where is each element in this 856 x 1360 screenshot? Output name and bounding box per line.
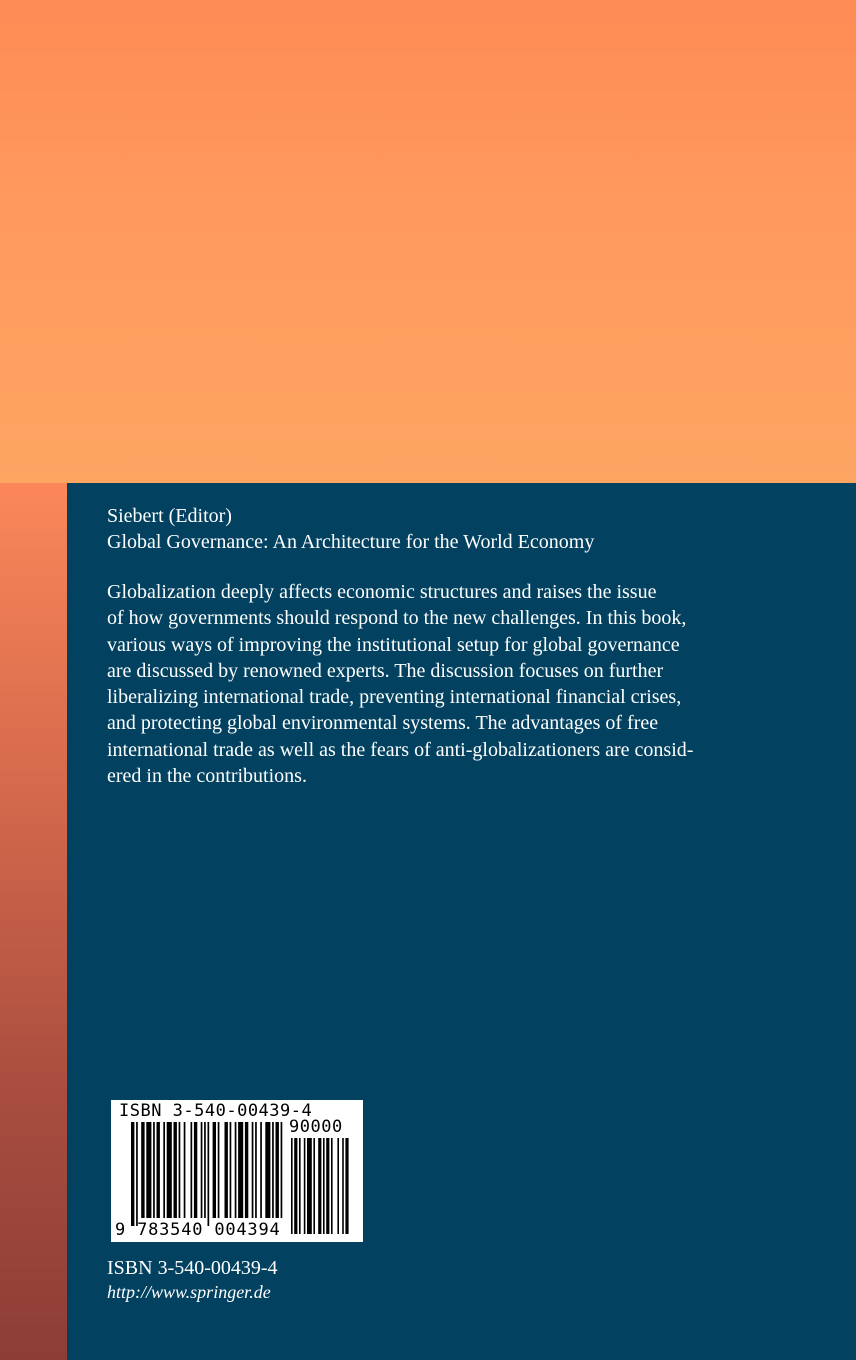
barcode-bar xyxy=(318,1138,321,1234)
barcode-bar xyxy=(208,1122,210,1226)
isbn-number: ISBN 3-540-00439-4 xyxy=(107,1257,278,1279)
blurb-line: Globalization deeply affects economic structures and raises the issue xyxy=(107,581,657,603)
barcode-addon-number: 90000 xyxy=(289,1117,343,1137)
back-cover-panel xyxy=(67,483,856,1360)
barcode-bar xyxy=(174,1122,177,1218)
barcode-bar xyxy=(265,1122,270,1218)
blurb-line: of how governments should respond to the new challenges. In this book, xyxy=(107,607,687,630)
barcode-bar xyxy=(146,1122,151,1218)
barcode-bar xyxy=(218,1122,220,1218)
barcode-bar xyxy=(252,1122,254,1218)
barcode-bar xyxy=(299,1138,301,1234)
barcode-bar xyxy=(331,1138,333,1234)
barcode-bar xyxy=(201,1122,203,1218)
barcode-bar xyxy=(342,1138,344,1234)
barcode-bar xyxy=(245,1122,248,1218)
barcode-bar xyxy=(235,1122,237,1218)
barcode-bar xyxy=(167,1122,172,1218)
barcode-bar xyxy=(281,1122,283,1218)
barcode-ean-digits: 9 783540 004394 xyxy=(115,1220,281,1240)
barcode-bar xyxy=(276,1122,279,1218)
barcode-bar xyxy=(323,1138,325,1234)
barcode-bar xyxy=(225,1122,228,1218)
barcode-bar xyxy=(179,1122,181,1218)
barcode-bar xyxy=(238,1122,243,1218)
barcode-bar xyxy=(337,1138,339,1234)
barcode-bar xyxy=(191,1122,193,1218)
side-color-band xyxy=(0,483,67,1360)
barcode-bar xyxy=(163,1122,165,1218)
barcode-bar xyxy=(213,1122,216,1218)
barcode-isbn-label: ISBN 3-540-00439-4 xyxy=(119,1101,313,1121)
blurb-line: various ways of improving the institutional setup for global governance xyxy=(107,633,680,656)
barcode-bar xyxy=(291,1138,293,1234)
barcode-bar xyxy=(230,1122,232,1218)
barcode-bar xyxy=(294,1138,297,1234)
barcode-bar xyxy=(204,1122,206,1218)
barcode-bar xyxy=(131,1122,134,1226)
barcode-bar xyxy=(260,1122,262,1218)
barcode-bar xyxy=(141,1122,144,1218)
barcode-bar xyxy=(272,1122,274,1218)
barcode-bar xyxy=(304,1138,306,1234)
barcode-bar xyxy=(255,1122,257,1218)
top-color-band xyxy=(0,0,856,483)
barcode-bar xyxy=(157,1122,160,1218)
barcode-bar xyxy=(194,1122,197,1218)
blurb-line: international trade as well as the fears of anti-globalizationers are consid- xyxy=(107,738,694,761)
barcode-bar xyxy=(136,1122,138,1226)
barcode-bar xyxy=(326,1138,329,1234)
barcode-bar xyxy=(307,1138,312,1234)
blurb-line: ered in the contributions. xyxy=(107,765,307,788)
book-title: Global Governance: An Architecture for the World Economy xyxy=(107,531,595,553)
barcode-bar xyxy=(153,1122,155,1218)
blurb-line: liberalizing international trade, preventing international financial crises, xyxy=(107,686,682,709)
blurb-line: are discussed by renowned experts. The discussion focuses on further xyxy=(107,659,664,682)
barcode-bar xyxy=(184,1122,186,1218)
author-line: Siebert (Editor) xyxy=(107,505,232,527)
barcode-bar xyxy=(345,1138,348,1234)
isbn-barcode xyxy=(111,1100,363,1242)
blurb-text xyxy=(107,579,757,789)
publisher-url: http://www.springer.de xyxy=(107,1282,271,1302)
blurb-line: and protecting global environmental systems. The advantages of free xyxy=(107,712,659,735)
barcode-bar xyxy=(313,1138,315,1234)
